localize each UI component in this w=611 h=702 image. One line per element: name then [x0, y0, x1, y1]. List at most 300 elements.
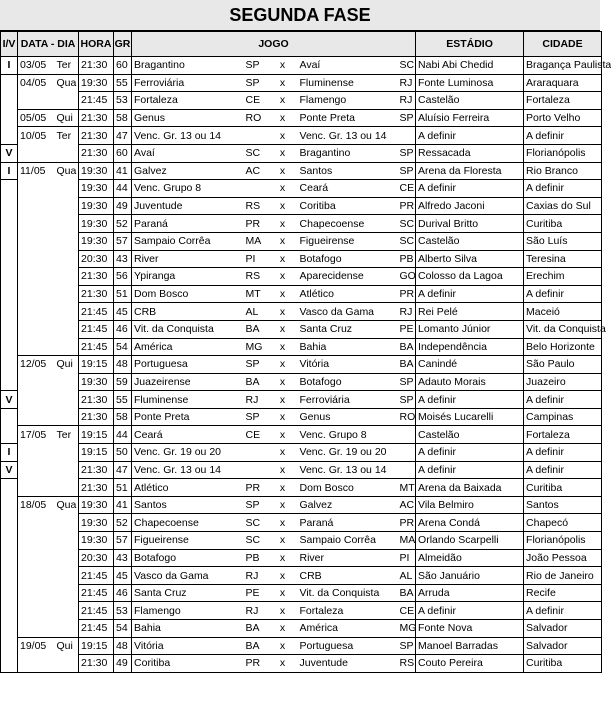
table-row [1, 74, 602, 92]
row-date: 05/05 [18, 109, 55, 127]
row-home-state: BA [244, 373, 268, 391]
row-group: 47 [114, 461, 132, 479]
row-home-team: Santa Cruz [132, 584, 244, 602]
row-date [18, 549, 55, 567]
row-city: Salvador [524, 620, 602, 638]
row-home-state [244, 127, 268, 145]
header-cidade: CIDADE [524, 32, 602, 57]
row-versus: x [268, 549, 298, 567]
row-date [18, 320, 55, 338]
row-stadium: Arruda [416, 584, 524, 602]
row-away-state: SP [398, 109, 416, 127]
row-away-team: River [298, 549, 398, 567]
row-home-state [244, 444, 268, 462]
row-weekday [55, 532, 79, 550]
row-iv [1, 549, 18, 567]
row-home-team: Vit. da Conquista [132, 320, 244, 338]
row-away-state: BA [398, 338, 416, 356]
row-versus: x [268, 215, 298, 233]
row-date [18, 620, 55, 638]
row-away-state: SC [398, 232, 416, 250]
row-city: A definir [524, 444, 602, 462]
row-stadium: A definir [416, 391, 524, 409]
row-versus: x [268, 162, 298, 180]
row-stadium: Fonte Luminosa [416, 74, 524, 92]
row-versus: x [268, 57, 298, 75]
row-weekday [55, 268, 79, 286]
row-time: 19:15 [79, 444, 114, 462]
row-city: Caxias do Sul [524, 197, 602, 215]
row-iv [1, 514, 18, 532]
row-away-state: SP [398, 637, 416, 655]
row-home-team: Paraná [132, 215, 244, 233]
row-home-state: RJ [244, 391, 268, 409]
row-city: Recife [524, 584, 602, 602]
row-stadium: Independência [416, 338, 524, 356]
row-date [18, 144, 55, 162]
row-home-state: RO [244, 109, 268, 127]
row-date [18, 285, 55, 303]
row-group: 55 [114, 391, 132, 409]
row-group: 60 [114, 57, 132, 75]
row-city: Santos [524, 496, 602, 514]
row-weekday: Qui [55, 637, 79, 655]
row-time: 19:30 [79, 197, 114, 215]
row-city: Curitiba [524, 655, 602, 673]
table-row [1, 338, 602, 356]
row-stadium: A definir [416, 285, 524, 303]
table-row [1, 285, 602, 303]
row-home-team: Santos [132, 496, 244, 514]
row-stadium: Lomanto Júnior [416, 320, 524, 338]
row-city: São Paulo [524, 356, 602, 374]
row-city: Chapecó [524, 514, 602, 532]
row-away-state: SC [398, 57, 416, 75]
table-row [1, 127, 602, 145]
row-home-team: Galvez [132, 162, 244, 180]
row-time: 21:30 [79, 144, 114, 162]
row-date: 03/05 [18, 57, 55, 75]
row-group: 49 [114, 197, 132, 215]
row-date [18, 479, 55, 497]
row-iv: I [1, 444, 18, 462]
row-date [18, 303, 55, 321]
row-iv [1, 74, 18, 92]
row-city: A definir [524, 461, 602, 479]
row-home-team: Chapecoense [132, 514, 244, 532]
row-iv [1, 584, 18, 602]
row-away-team: Vasco da Gama [298, 303, 398, 321]
row-weekday [55, 215, 79, 233]
row-away-state: PB [398, 250, 416, 268]
row-iv [1, 250, 18, 268]
row-time: 21:30 [79, 461, 114, 479]
row-weekday [55, 514, 79, 532]
row-date [18, 197, 55, 215]
row-time: 21:45 [79, 320, 114, 338]
row-time: 19:30 [79, 496, 114, 514]
row-weekday [55, 250, 79, 268]
row-iv [1, 338, 18, 356]
table-row [1, 567, 602, 585]
row-home-state: PI [244, 250, 268, 268]
row-weekday [55, 567, 79, 585]
row-away-state [398, 127, 416, 145]
row-home-state: SP [244, 408, 268, 426]
row-group: 52 [114, 215, 132, 233]
row-away-state: RJ [398, 92, 416, 110]
table-row [1, 637, 602, 655]
row-away-state: SP [398, 391, 416, 409]
row-group: 54 [114, 620, 132, 638]
row-date [18, 215, 55, 233]
header-jogo: JOGO [132, 32, 416, 57]
row-city: Fortaleza [524, 426, 602, 444]
row-home-state: SC [244, 532, 268, 550]
row-group: 57 [114, 232, 132, 250]
row-away-team: Ceará [298, 180, 398, 198]
row-iv [1, 303, 18, 321]
row-time: 21:30 [79, 285, 114, 303]
row-away-state: PE [398, 320, 416, 338]
row-versus: x [268, 637, 298, 655]
row-away-team: Atlético [298, 285, 398, 303]
table-row [1, 408, 602, 426]
row-away-team: Botafogo [298, 373, 398, 391]
row-versus: x [268, 109, 298, 127]
row-iv [1, 532, 18, 550]
row-versus: x [268, 338, 298, 356]
row-iv [1, 127, 18, 145]
row-iv [1, 92, 18, 110]
row-date [18, 602, 55, 620]
row-home-state: PB [244, 549, 268, 567]
row-versus: x [268, 567, 298, 585]
table-row [1, 426, 602, 444]
row-versus: x [268, 602, 298, 620]
row-date: 18/05 [18, 496, 55, 514]
table-row [1, 268, 602, 286]
row-group: 43 [114, 549, 132, 567]
row-away-team: Botafogo [298, 250, 398, 268]
row-home-team: Atlético [132, 479, 244, 497]
row-time: 19:30 [79, 180, 114, 198]
row-iv [1, 180, 18, 198]
row-iv [1, 496, 18, 514]
table-row [1, 461, 602, 479]
row-weekday [55, 620, 79, 638]
row-versus: x [268, 74, 298, 92]
row-time: 20:30 [79, 250, 114, 268]
row-group: 43 [114, 250, 132, 268]
row-iv: I [1, 162, 18, 180]
row-home-state: CE [244, 92, 268, 110]
row-city: Araraquara [524, 74, 602, 92]
row-stadium: Nabi Abi Chedid [416, 57, 524, 75]
row-group: 59 [114, 373, 132, 391]
row-home-team: América [132, 338, 244, 356]
row-stadium: Colosso da Lagoa [416, 268, 524, 286]
row-home-state [244, 180, 268, 198]
table-row [1, 320, 602, 338]
row-group: 50 [114, 444, 132, 462]
row-versus: x [268, 444, 298, 462]
row-versus: x [268, 180, 298, 198]
row-stadium: A definir [416, 127, 524, 145]
row-away-state [398, 461, 416, 479]
row-iv [1, 356, 18, 374]
row-time: 21:30 [79, 391, 114, 409]
row-away-state: RS [398, 655, 416, 673]
row-away-team: Ferroviária [298, 391, 398, 409]
row-weekday [55, 320, 79, 338]
row-time: 21:45 [79, 92, 114, 110]
row-date: 10/05 [18, 127, 55, 145]
row-date [18, 444, 55, 462]
row-iv: V [1, 461, 18, 479]
row-home-team: Fluminense [132, 391, 244, 409]
row-versus: x [268, 514, 298, 532]
row-group: 48 [114, 637, 132, 655]
row-time: 21:30 [79, 268, 114, 286]
row-versus: x [268, 620, 298, 638]
row-city: A definir [524, 180, 602, 198]
row-group: 49 [114, 655, 132, 673]
row-group: 54 [114, 338, 132, 356]
row-stadium: A definir [416, 602, 524, 620]
row-group: 58 [114, 109, 132, 127]
row-time: 21:30 [79, 127, 114, 145]
table-row [1, 109, 602, 127]
table-row [1, 532, 602, 550]
row-home-team: Ceará [132, 426, 244, 444]
row-iv [1, 109, 18, 127]
row-weekday [55, 655, 79, 673]
row-home-team: Genus [132, 109, 244, 127]
table-row [1, 584, 602, 602]
row-weekday [55, 92, 79, 110]
row-iv [1, 197, 18, 215]
row-weekday: Ter [55, 127, 79, 145]
row-away-team: Vitória [298, 356, 398, 374]
row-city: Salvador [524, 637, 602, 655]
row-iv [1, 320, 18, 338]
row-group: 60 [114, 144, 132, 162]
row-group: 45 [114, 567, 132, 585]
table-row [1, 391, 602, 409]
row-versus: x [268, 461, 298, 479]
row-time: 19:30 [79, 373, 114, 391]
row-away-state: PR [398, 197, 416, 215]
row-home-team: Flamengo [132, 602, 244, 620]
row-home-team: Figueirense [132, 532, 244, 550]
row-away-state: BA [398, 356, 416, 374]
row-iv [1, 620, 18, 638]
row-away-team: Venc. Gr. 13 ou 14 [298, 461, 398, 479]
header-gr: GR [114, 32, 132, 57]
row-city: A definir [524, 285, 602, 303]
row-stadium: Alberto Silva [416, 250, 524, 268]
row-city: A definir [524, 391, 602, 409]
row-date [18, 92, 55, 110]
row-iv [1, 215, 18, 233]
row-weekday [55, 180, 79, 198]
row-time: 21:45 [79, 303, 114, 321]
row-stadium: Aluísio Ferreira [416, 109, 524, 127]
row-versus: x [268, 532, 298, 550]
row-group: 53 [114, 92, 132, 110]
row-weekday [55, 373, 79, 391]
table-row [1, 180, 602, 198]
row-home-state: SC [244, 144, 268, 162]
row-stadium: Castelão [416, 92, 524, 110]
row-weekday [55, 232, 79, 250]
row-date [18, 461, 55, 479]
row-away-state: RJ [398, 303, 416, 321]
table-row [1, 92, 602, 110]
row-home-state: MA [244, 232, 268, 250]
row-home-state: SP [244, 57, 268, 75]
row-city: A definir [524, 602, 602, 620]
table-row [1, 444, 602, 462]
row-stadium: Durival Britto [416, 215, 524, 233]
row-away-state: GO [398, 268, 416, 286]
row-date: 19/05 [18, 637, 55, 655]
row-home-team: Juventude [132, 197, 244, 215]
row-group: 51 [114, 479, 132, 497]
row-away-state: PI [398, 549, 416, 567]
row-weekday [55, 549, 79, 567]
row-home-state: CE [244, 426, 268, 444]
table-row [1, 215, 602, 233]
row-iv: I [1, 57, 18, 75]
row-iv [1, 268, 18, 286]
row-city: Fortaleza [524, 92, 602, 110]
row-away-team: Venc. Gr. 19 ou 20 [298, 444, 398, 462]
row-away-team: Bahia [298, 338, 398, 356]
row-versus: x [268, 285, 298, 303]
row-away-team: América [298, 620, 398, 638]
row-stadium: Arena da Floresta [416, 162, 524, 180]
row-weekday [55, 285, 79, 303]
row-city: A definir [524, 127, 602, 145]
row-group: 53 [114, 602, 132, 620]
row-home-team: River [132, 250, 244, 268]
row-away-team: Juventude [298, 655, 398, 673]
table-row [1, 479, 602, 497]
row-away-state: AC [398, 496, 416, 514]
row-home-team: Bragantino [132, 57, 244, 75]
row-stadium: Alfredo Jaconi [416, 197, 524, 215]
row-home-team: Botafogo [132, 549, 244, 567]
row-weekday: Qui [55, 109, 79, 127]
row-date: 04/05 [18, 74, 55, 92]
table-row [1, 620, 602, 638]
row-iv [1, 373, 18, 391]
row-away-team: Coritiba [298, 197, 398, 215]
row-group: 55 [114, 74, 132, 92]
row-home-team: Sampaio Corrêa [132, 232, 244, 250]
row-versus: x [268, 496, 298, 514]
row-away-state: MG [398, 620, 416, 638]
row-away-team: Santa Cruz [298, 320, 398, 338]
row-home-team: Venc. Gr. 13 ou 14 [132, 127, 244, 145]
row-weekday [55, 197, 79, 215]
row-weekday [55, 602, 79, 620]
row-date [18, 584, 55, 602]
table-row [1, 57, 602, 75]
row-stadium: Almeidão [416, 549, 524, 567]
row-iv [1, 285, 18, 303]
row-iv: V [1, 391, 18, 409]
row-time: 21:45 [79, 338, 114, 356]
row-home-state: RJ [244, 602, 268, 620]
row-away-team: Flamengo [298, 92, 398, 110]
row-city: Rio de Janeiro [524, 567, 602, 585]
row-group: 44 [114, 180, 132, 198]
table-row [1, 356, 602, 374]
row-versus: x [268, 391, 298, 409]
row-home-team: Dom Bosco [132, 285, 244, 303]
row-away-state: MT [398, 479, 416, 497]
row-home-team: Venc. Grupo 8 [132, 180, 244, 198]
row-home-state: PR [244, 655, 268, 673]
row-home-team: Ponte Preta [132, 408, 244, 426]
row-away-team: Portuguesa [298, 637, 398, 655]
row-weekday: Qua [55, 74, 79, 92]
row-time: 19:15 [79, 356, 114, 374]
row-away-team: Aparecidense [298, 268, 398, 286]
row-versus: x [268, 127, 298, 145]
row-versus: x [268, 144, 298, 162]
row-weekday: Ter [55, 57, 79, 75]
row-stadium: A definir [416, 180, 524, 198]
row-home-state [244, 461, 268, 479]
header-iv: I/V [1, 32, 18, 57]
row-home-team: Bahia [132, 620, 244, 638]
row-time: 21:30 [79, 479, 114, 497]
row-iv [1, 655, 18, 673]
row-city: João Pessoa [524, 549, 602, 567]
row-time: 21:30 [79, 408, 114, 426]
row-weekday: Ter [55, 426, 79, 444]
row-away-team: Venc. Grupo 8 [298, 426, 398, 444]
row-home-team: Vitória [132, 637, 244, 655]
row-weekday: Qua [55, 496, 79, 514]
row-versus: x [268, 584, 298, 602]
row-iv: V [1, 144, 18, 162]
row-time: 19:15 [79, 637, 114, 655]
row-home-state: BA [244, 620, 268, 638]
row-home-team: Vasco da Gama [132, 567, 244, 585]
row-stadium: Rei Pelé [416, 303, 524, 321]
row-group: 47 [114, 127, 132, 145]
row-home-team: CRB [132, 303, 244, 321]
row-weekday [55, 144, 79, 162]
row-group: 57 [114, 532, 132, 550]
row-time: 19:30 [79, 532, 114, 550]
row-time: 19:30 [79, 74, 114, 92]
row-stadium: A definir [416, 461, 524, 479]
row-away-team: Venc. Gr. 13 ou 14 [298, 127, 398, 145]
table-row [1, 232, 602, 250]
row-away-team: Figueirense [298, 232, 398, 250]
row-city: Maceió [524, 303, 602, 321]
row-date [18, 250, 55, 268]
row-time: 21:30 [79, 57, 114, 75]
row-iv [1, 602, 18, 620]
row-home-team: Fortaleza [132, 92, 244, 110]
